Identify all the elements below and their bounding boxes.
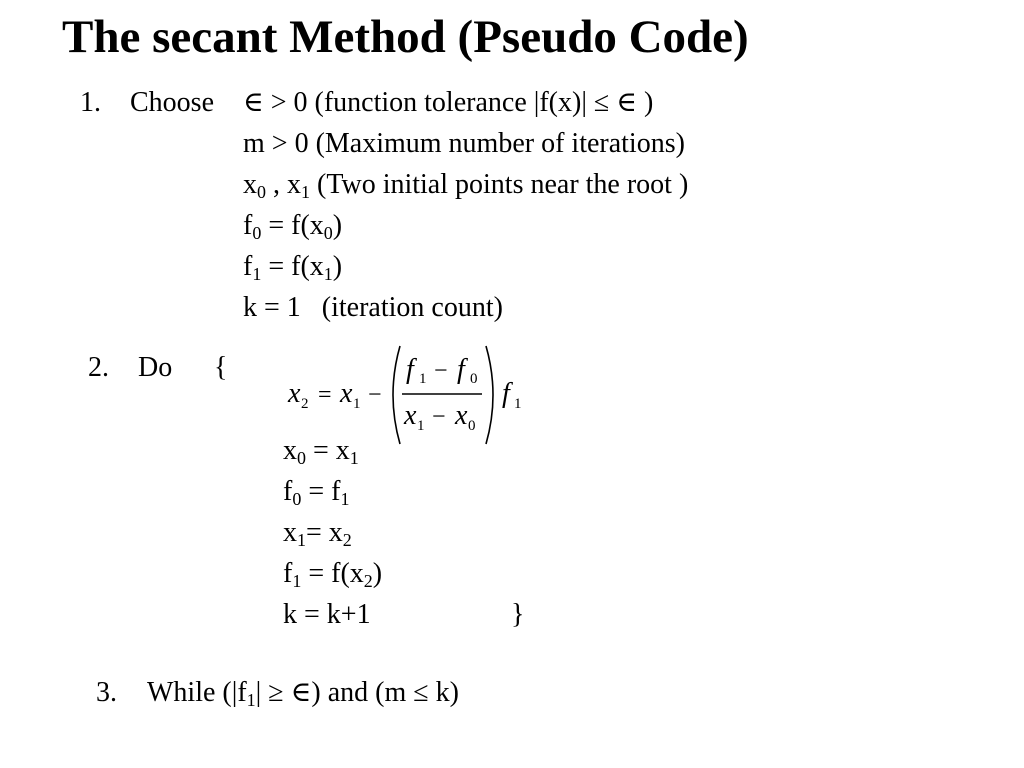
formula-num-f1-sub: 1: [419, 371, 427, 387]
step1-choose-label: Choose: [130, 87, 214, 118]
step2-f1-update: $f_1 = f(x_2)$: [283, 558, 383, 591]
page-title: The secant Method (Pseudo Code): [62, 11, 749, 63]
step3-while-condition: While ($|f_1|$ ≥ ∈) and (m ≤ k): [147, 677, 459, 710]
formula-tail-sub: 1: [514, 396, 522, 412]
step2-close-brace: }: [511, 599, 525, 630]
step1-maxiter-line: m > 0 (Maximum number of iterations): [243, 128, 685, 159]
formula-tail-f: f: [502, 378, 510, 409]
formula-den-x0: x: [455, 400, 468, 431]
step2-k-increment: k = k+1: [283, 599, 371, 630]
formula-minus: −: [368, 382, 382, 408]
formula-x1-sub: 1: [353, 396, 361, 412]
formula-left-paren: [393, 346, 400, 444]
step3-number: 3.: [96, 677, 117, 708]
formula-lhs-sub: 2: [301, 396, 309, 412]
formula-den-minus: −: [432, 404, 446, 430]
step1-tolerance-line: ∈ > 0 (function tolerance |f(x)| ≤ ∈ ): [243, 87, 654, 118]
step1-f1-line: $f_1 = f(x_1)$: [243, 251, 343, 284]
formula-den-x1: x: [404, 400, 417, 431]
secant-update-formula: [282, 342, 522, 450]
step1-k-line: k = 1 (iteration count): [243, 292, 503, 323]
formula-lhs-x: x: [288, 378, 301, 409]
step2-x0-update: $x_0 = x_1$: [283, 435, 359, 468]
step2-number: 2.: [88, 352, 109, 383]
formula-right-paren: [486, 346, 493, 444]
step2-open-brace: {: [214, 352, 228, 383]
step1-number: 1.: [80, 87, 101, 118]
formula-num-f0-sub: 0: [470, 371, 478, 387]
step1-initial-points-line: $x_0$ , $x_1$ (Two initial points near the root ): [243, 169, 689, 202]
formula-num-minus: −: [434, 358, 448, 384]
step2-do-label: Do: [138, 352, 173, 383]
formula-num-f0: f: [457, 354, 465, 385]
formula-x1: x: [340, 378, 353, 409]
formula-equals: =: [318, 382, 332, 408]
step2-f0-update: $f_0 = f_1$: [283, 476, 350, 509]
formula-den-x0-sub: 0: [468, 418, 476, 434]
formula-num-f1: f: [406, 354, 414, 385]
step1-f0-line: $f_0 = f(x_0)$: [243, 210, 343, 243]
step2-x1-update: $x_1= x_2$: [283, 517, 352, 550]
formula-den-x1-sub: 1: [417, 418, 425, 434]
